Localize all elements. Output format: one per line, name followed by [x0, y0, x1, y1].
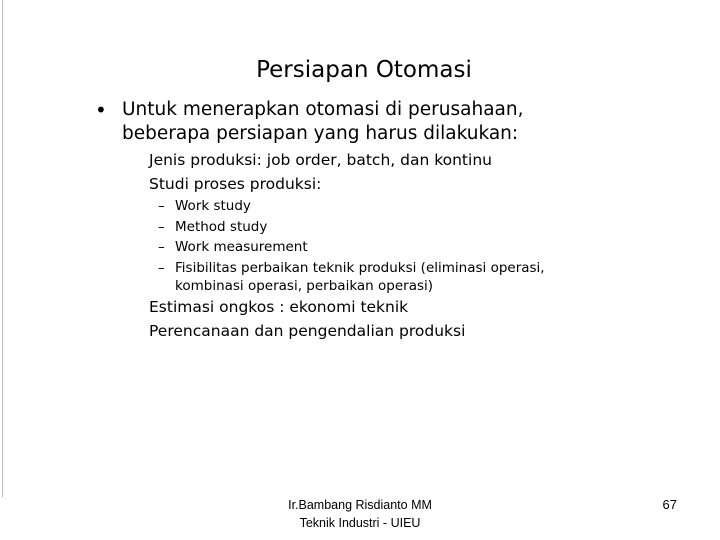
- main-bullet-line-1: Untuk menerapkan otomasi di perusahaan,: [122, 99, 524, 120]
- subitem-fisibilitas-line-1: Fisibilitas perbaikan teknik produksi (eliminasi operasi,: [175, 260, 545, 276]
- footer-author: [260, 496, 460, 532]
- main-bullet-text: [122, 98, 523, 146]
- main-bullet-line-2: beberapa persiapan yang harus dilakukan:: [122, 123, 519, 144]
- item-studi-proses: Studi proses produksi:: [149, 175, 322, 193]
- page-number: 67: [662, 497, 677, 512]
- item-perencanaan: Perencanaan dan pengendalian produksi: [149, 322, 466, 340]
- dash-icon: –: [158, 198, 165, 214]
- dash-icon: –: [158, 219, 165, 235]
- subitem-work-study: Work study: [175, 198, 251, 214]
- dash-icon: –: [158, 260, 165, 276]
- subitem-work-measurement: Work measurement: [175, 239, 308, 255]
- bullet-icon: •: [95, 98, 107, 122]
- footer-department: Teknik Industri - UIEU: [299, 516, 421, 530]
- item-estimasi-ongkos: Estimasi ongkos : ekonomi teknik: [149, 298, 409, 316]
- item-jenis-produksi: Jenis produksi: job order, batch, dan kontinu: [149, 151, 492, 169]
- subitem-method-study: Method study: [175, 219, 268, 235]
- footer-author-name: Ir.Bambang Risdianto MM: [288, 498, 432, 512]
- slide-title: Persiapan Otomasi: [256, 57, 472, 83]
- dash-icon: –: [158, 239, 165, 255]
- subitem-fisibilitas-line-2: kombinasi operasi, perbaikan operasi): [175, 278, 434, 294]
